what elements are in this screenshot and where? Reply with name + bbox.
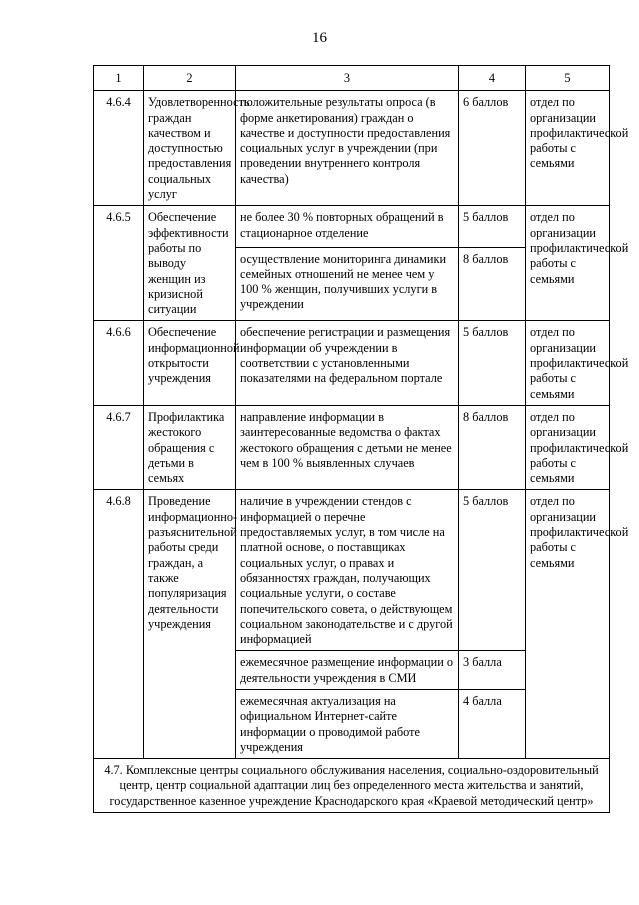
responsible-unit: отдел по организации профилактической работы с семьями	[526, 91, 610, 206]
criterion-text: ежемесячная актуализация на официальном Интернет-сайте информации о проводимой работе учреждения	[236, 689, 459, 758]
criterion-text: осуществление мониторинга динамики семейных отношений не менее чем у 100 % женщин, получивших услуги в учреждении	[236, 247, 459, 321]
indicator-name: Обеспечение эффективности работы по выводу женщин из кризисной ситуации	[144, 206, 236, 321]
criterion-points: 3 балла	[459, 651, 526, 690]
criterion-points: 4 балла	[459, 689, 526, 758]
responsible-unit: отдел по организации профилактической работы с семьями	[526, 321, 610, 405]
row-number: 4.6.4	[94, 91, 144, 206]
row-number: 4.6.8	[94, 490, 144, 759]
column-header: 4	[459, 66, 526, 91]
indicator-name: Удовлетворенность граждан качеством и доступностью предоставления социальных услуг	[144, 91, 236, 206]
table-row	[94, 206, 610, 247]
responsible-unit: отдел по организации профилактической работы с семьями	[526, 206, 610, 321]
criterion-points: 8 баллов	[459, 405, 526, 489]
criterion-points: 5 баллов	[459, 490, 526, 651]
section-row	[94, 759, 610, 813]
column-header: 5	[526, 66, 610, 91]
criterion-points: 5 баллов	[459, 206, 526, 247]
table-row	[94, 91, 610, 206]
section-heading: 4.7. Комплексные центры социального обслуживания населения, социально-оздоровительный центр, центр социальной адаптации лиц без определенного места жительства и занятий, государственное казенное учреждение Краснодарского края «Краевой методический центр»	[94, 759, 610, 813]
column-header: 1	[94, 66, 144, 91]
table-row	[94, 405, 610, 489]
indicator-name: Обеспечение информационной открытости учреждения	[144, 321, 236, 405]
table-header-row	[94, 66, 610, 91]
criterion-points: 8 баллов	[459, 247, 526, 321]
row-number: 4.6.5	[94, 206, 144, 321]
criterion-text: положительные результаты опроса (в форме анкетирования) граждан о качестве и доступности предоставления социальных услуг в учреждении (при проведении внутреннего контроля качества)	[236, 91, 459, 206]
criteria-table	[93, 65, 629, 813]
responsible-unit: отдел по организации профилактической работы с семьями	[526, 490, 610, 759]
indicator-name: Проведение информационно-разъяснительной работы среди граждан, а также популяризация деятельности учреждения	[144, 490, 236, 759]
table-row	[94, 490, 610, 651]
indicator-name: Профилактика жестокого обращения с детьми в семьях	[144, 405, 236, 489]
criterion-points: 6 баллов	[459, 91, 526, 206]
criterion-text: обеспечение регистрации и размещения информации об учреждении в соответствии с установленными показателями на федеральном портале	[236, 321, 459, 405]
responsible-unit: отдел по организации профилактической работы с семьями	[526, 405, 610, 489]
page-number: 16	[312, 30, 327, 46]
column-header: 3	[236, 66, 459, 91]
table-row	[94, 321, 610, 405]
criterion-text: не более 30 % повторных обращений в стационарное отделение	[236, 206, 459, 247]
row-number: 4.6.7	[94, 405, 144, 489]
criterion-text: ежемесячное размещение информации о деятельности учреждения в СМИ	[236, 651, 459, 690]
criterion-text: наличие в учреждении стендов с информацией о перечне предоставляемых услуг, в том числе на платной основе, о поставщиках социальных услуг, о правах и обязанностях граждан, получающих социальные услуги, о составе попечительского совета, о действующем социальном законодательстве и с другой информацией	[236, 490, 459, 651]
column-header: 2	[144, 66, 236, 91]
row-number: 4.6.6	[94, 321, 144, 405]
criterion-points: 5 баллов	[459, 321, 526, 405]
criterion-text: направление информации в заинтересованные ведомства о фактах жестокого обращения с детьми не менее чем в 100 % выявленных случаев	[236, 405, 459, 489]
